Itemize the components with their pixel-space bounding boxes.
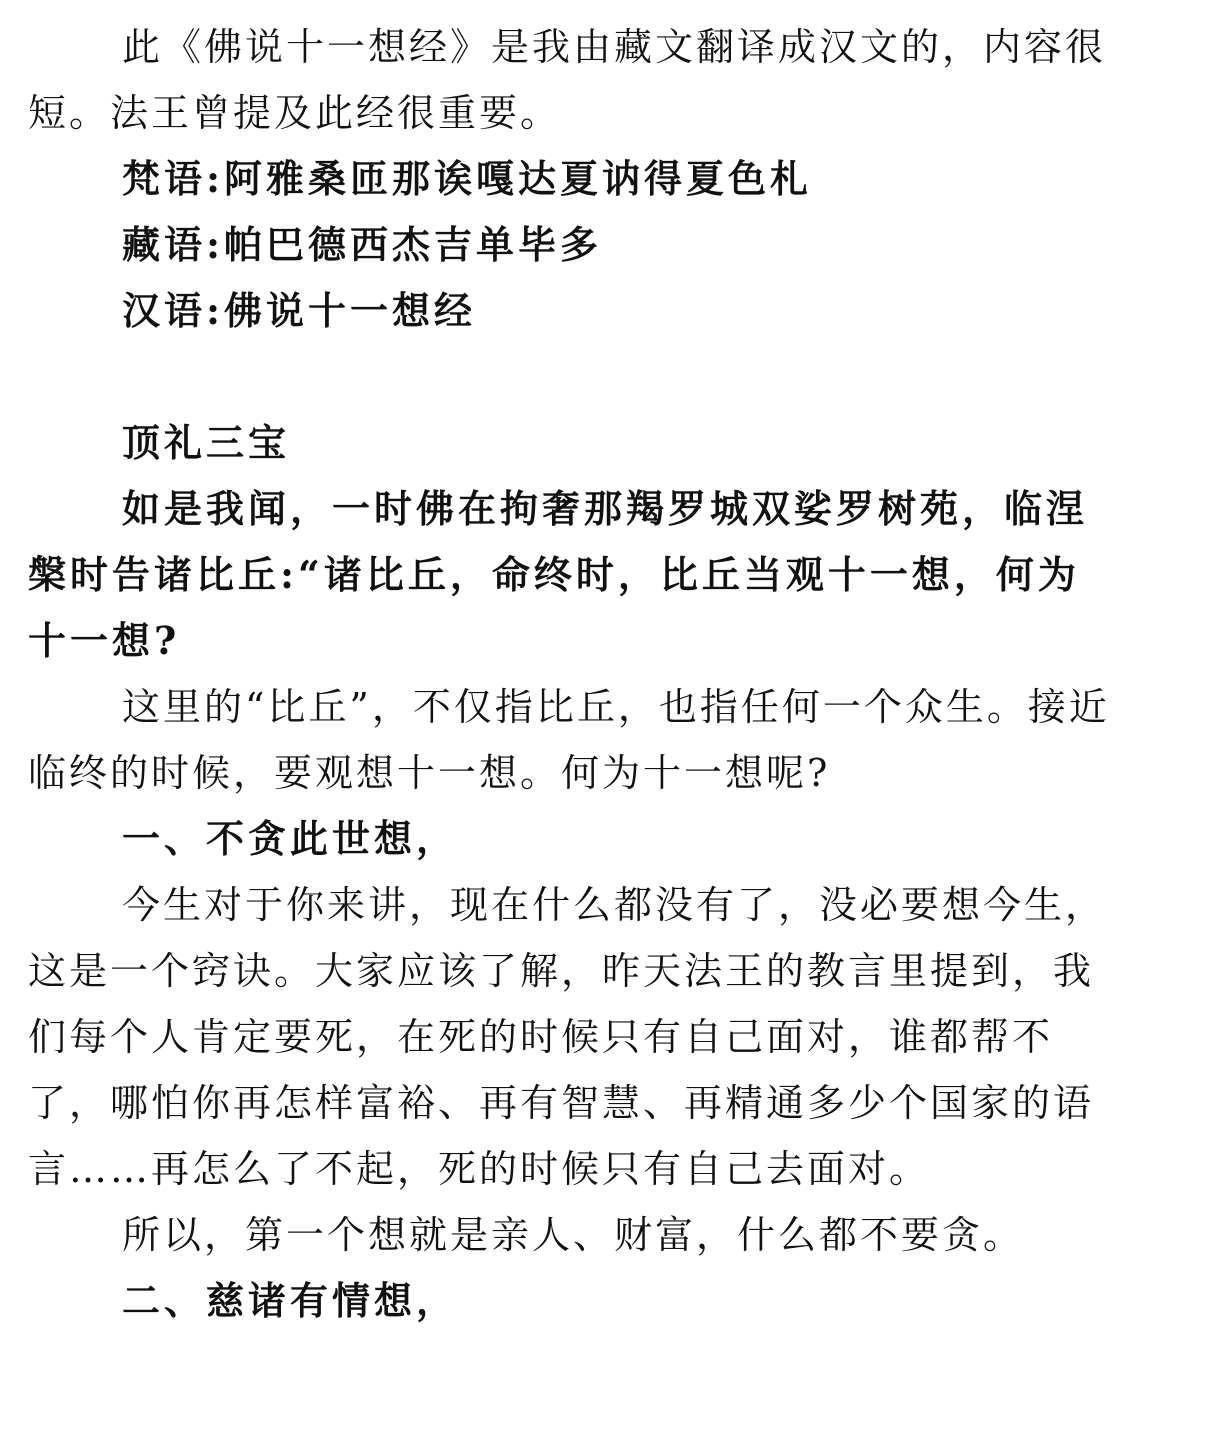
commentary-paragraph-3: 所以，第一个想就是亲人、财富，什么都不要贪。 bbox=[122, 1213, 1025, 1257]
point-heading-1: 一、不贪此世想， bbox=[122, 816, 459, 861]
tibetan-title: 藏语:帕巴德西杰吉单毕多 bbox=[122, 222, 603, 267]
sutra-opening: 如是我闻，一时佛在拘奢那羯罗城双娑罗树苑，临涅槃时告诸比丘:“诸比丘，命终时，比丘当观十一想，何为十一想? bbox=[28, 486, 1089, 663]
intro-paragraph: 此《佛说十一想经》是我由藏文翻译成汉文的，内容很短。法王曾提及此经很重要。 bbox=[28, 25, 1107, 135]
homage-line: 顶礼三宝 bbox=[122, 420, 291, 465]
chinese-title: 汉语:佛说十一想经 bbox=[122, 288, 477, 333]
sanskrit-title: 梵语:阿雅桑匝那诶嘎达夏讷得夏色札 bbox=[122, 156, 813, 201]
document-page bbox=[28, 14, 1120, 1334]
commentary-paragraph-1: 这里的“比丘”，不仅指比丘，也指任何一个众生。接近临终的时候，要观想十一想。何为十一想呢? bbox=[28, 685, 1110, 795]
point-heading-2: 二、慈诸有情想， bbox=[122, 1278, 459, 1323]
blank-line bbox=[28, 344, 1120, 410]
commentary-paragraph-2: 今生对于你来讲，现在什么都没有了，没必要想今生，这是一个窍诀。大家应该了解，昨天法王的教言里提到，我们每个人肯定要死，在死的时候只有自己面对，谁都帮不了，哪怕你再怎样富裕、再有智慧、再精通多少个国家的语言……再怎么了不起，死的时候只有自己去面对。 bbox=[28, 883, 1107, 1191]
